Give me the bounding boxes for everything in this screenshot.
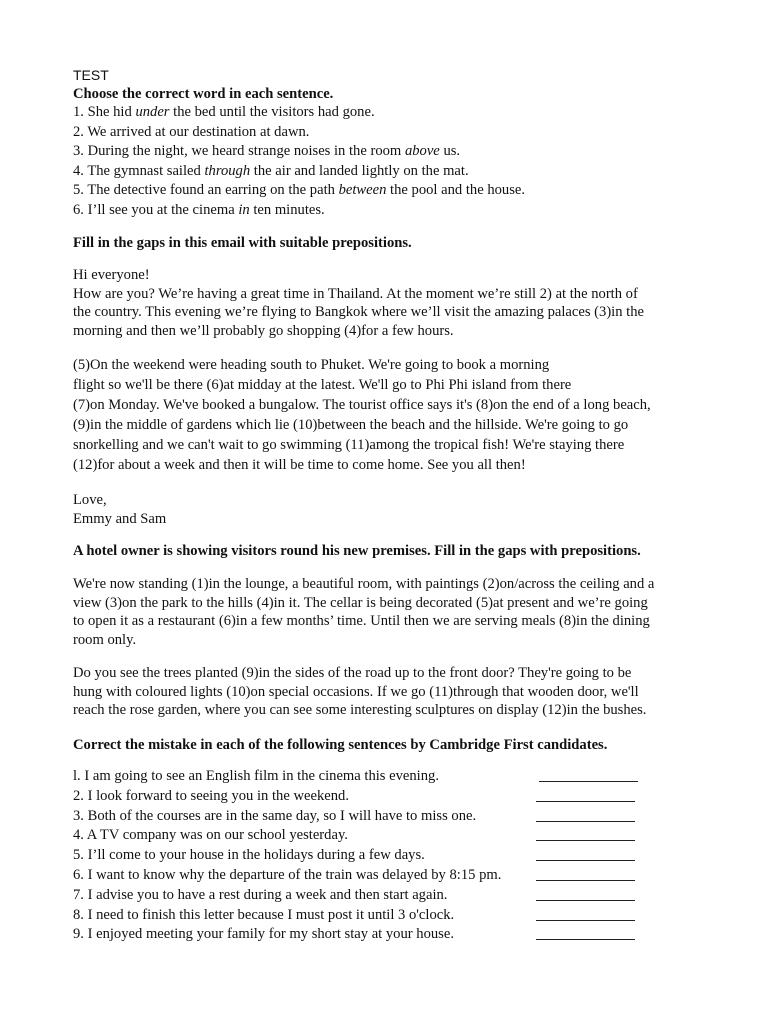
correction-item: 7. I advise you to have a rest during a week and then start again.: [73, 886, 693, 906]
email-paragraph-2: [73, 356, 693, 476]
correction-item: 8. I need to finish this letter because I must post it until 3 o'clock.: [73, 906, 693, 926]
correction-item: 9. I enjoyed meeting your family for my short stay at your house.: [73, 925, 693, 945]
email-signoff: [73, 491, 693, 528]
answer-line[interactable]: [536, 920, 635, 921]
hotel-section-instruction: [73, 542, 693, 561]
correction-item: 6. I want to know why the departure of the train was delayed by 8:15 pm.: [73, 866, 693, 886]
correction-item: 3. Both of the courses are in the same day, so I will have to miss one.: [73, 807, 693, 827]
correction-item: 5. I’ll come to your house in the holidays during a few days.: [73, 846, 693, 866]
test-instruction: Choose the correct word in each sentence.: [73, 85, 334, 102]
hotel-paragraph-1: [73, 575, 693, 649]
email-section-instruction: [73, 234, 693, 253]
test-label: TEST: [73, 67, 109, 83]
answer-line[interactable]: [536, 801, 635, 802]
answer-line[interactable]: [536, 821, 635, 822]
hotel-paragraph-2: [73, 664, 693, 720]
answer-line[interactable]: [536, 840, 635, 841]
answer-line[interactable]: [536, 900, 635, 901]
email-paragraph-1: [73, 266, 693, 340]
correction-item: 2. I look forward to seeing you in the weekend.: [73, 787, 693, 807]
correction-item: l. I am going to see an English film in the cinema this evening.: [73, 767, 693, 787]
email-line: Hi everyone!: [73, 267, 150, 283]
sentence-3: 3. During the night, we heard strange noises in the room above us.: [73, 143, 461, 159]
email-line: (5)On the weekend were heading south to Phuket. We're going to book a morning: [73, 357, 550, 373]
test-section: [73, 66, 693, 220]
signoff-love: Love,: [73, 492, 107, 508]
email-line: How are you? We’re having a great time in Thailand. At the moment we’re still 2) at the north of: [73, 285, 638, 302]
correction-item: 4. A TV company was on our school yesterday.: [73, 826, 693, 846]
correction-instruction: Correct the mistake in each of the following sentences by Cambridge First candidates.: [73, 737, 608, 753]
correction-list: [73, 767, 693, 945]
answer-line[interactable]: [536, 860, 635, 861]
email-line: morning and then we’ll probably go shopping (4)for a few hours.: [73, 322, 454, 339]
email-line: (12)for about a week and then it will be time to come home. See you all then!: [73, 457, 526, 473]
correction-section-instruction: [73, 736, 693, 755]
signoff-names: Emmy and Sam: [73, 510, 167, 527]
email-line: (7)on Monday. We've booked a bungalow. The tourist office says it's (8)on the end of a long beach,: [73, 397, 651, 413]
answer-line[interactable]: [539, 781, 638, 782]
hotel-instruction: A hotel owner is showing visitors round his new premises. Fill in the gaps with prepositions.: [73, 543, 641, 559]
sentence-5: 5. The detective found an earring on the path between the pool and the house.: [73, 182, 526, 198]
email-instruction: Fill in the gaps in this email with suitable prepositions.: [73, 235, 412, 251]
email-line: snorkelling and we can't wait to go swimming (11)among the tropical fish! We're staying there: [73, 437, 625, 453]
hotel-line: view (3)on the park to the hills (4)in it. The cellar is being decorated (5)at present and we’re going: [73, 594, 648, 611]
email-line: the country. This evening we’re flying to Bangkok where we’ll visit the amazing palaces (3)in the: [73, 304, 645, 320]
email-line: (9)in the middle of gardens which lie (10)between the beach and the hillside. We're going to go: [73, 417, 629, 433]
hotel-line: to open it as a restaurant (6)in a few months’ time. Until then we are serving meals (8)in the dining: [73, 613, 650, 629]
email-line: flight so we'll be there (6)at midday at the latest. We'll go to Phi Phi island from there: [73, 377, 572, 393]
sentence-6: 6. I’ll see you at the cinema in ten minutes.: [73, 201, 325, 218]
hotel-line: Do you see the trees planted (9)in the sides of the road up to the front door? They're going to be: [73, 665, 632, 681]
hotel-line: room only.: [73, 631, 137, 648]
sentence-2: 2. We arrived at our destination at dawn.: [73, 123, 310, 140]
sentence-1: 1. She hid under the bed until the visitors had gone.: [73, 104, 375, 120]
answer-line[interactable]: [536, 939, 635, 940]
hotel-line: We're now standing (1)in the lounge, a beautiful room, with paintings (2)on/across the ceiling and a: [73, 576, 655, 592]
answer-line[interactable]: [536, 880, 635, 881]
hotel-line: reach the rose garden, where you can see some interesting sculptures on display (12)in the bushes.: [73, 702, 647, 718]
sentence-4: 4. The gymnast sailed through the air and landed lightly on the mat.: [73, 162, 469, 179]
hotel-line: hung with coloured lights (10)on special occasions. If we go (11)through that wooden door, we'll: [73, 683, 639, 700]
